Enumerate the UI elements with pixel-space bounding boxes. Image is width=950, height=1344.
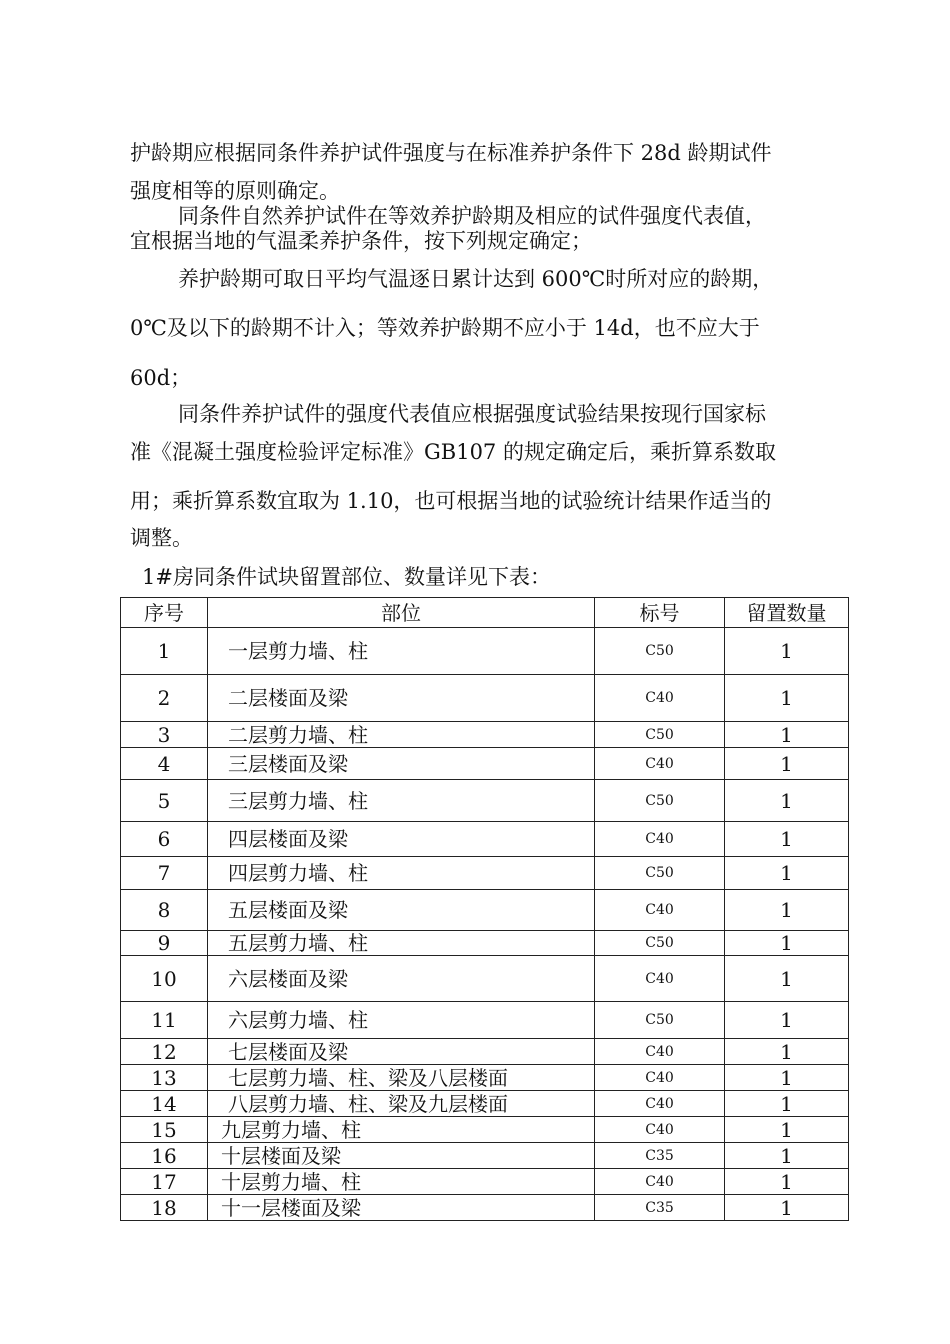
table-row	[121, 1143, 849, 1169]
cell-no: 3	[121, 722, 208, 748]
header-qty: 留置数量	[725, 598, 849, 628]
cell-qty: 1	[725, 1091, 849, 1117]
cell-part: 七层剪力墙、柱、梁及八层楼面	[208, 1065, 595, 1091]
cell-grade: C40	[595, 1091, 725, 1117]
cell-grade: C40	[595, 956, 725, 1002]
cell-grade: C50	[595, 1002, 725, 1039]
cell-part: 十一层楼面及梁	[208, 1195, 595, 1221]
cell-grade: C40	[595, 1039, 725, 1065]
cell-part: 七层楼面及梁	[208, 1039, 595, 1065]
cell-no: 6	[121, 822, 208, 857]
cell-part: 三层剪力墙、柱	[208, 780, 595, 822]
cell-no: 15	[121, 1117, 208, 1143]
cell-part: 四层剪力墙、柱	[208, 857, 595, 890]
paragraph-4-line-3: 用；乘折算系数宜取为 1.10，也可根据当地的试验统计结果作适当的	[130, 489, 772, 513]
cell-no: 13	[121, 1065, 208, 1091]
cell-grade: C40	[595, 1065, 725, 1091]
cell-part: 六层剪力墙、柱	[208, 1002, 595, 1039]
paragraph-3-line-2: 0℃及以下的龄期不计入；等效养护龄期不应小于 14d，也不应大于	[130, 316, 760, 340]
cell-qty: 1	[725, 1169, 849, 1195]
cell-grade: C40	[595, 675, 725, 722]
cell-grade: C50	[595, 780, 725, 822]
cell-no: 16	[121, 1143, 208, 1169]
cell-grade: C50	[595, 931, 725, 956]
paragraph-3-line-1: 养护龄期可取日平均气温逐日累计达到 600℃时所对应的龄期，	[178, 267, 774, 291]
cell-qty: 1	[725, 857, 849, 890]
header-grade: 标号	[595, 598, 725, 628]
cell-no: 11	[121, 1002, 208, 1039]
cell-no: 7	[121, 857, 208, 890]
cell-grade: C40	[595, 822, 725, 857]
cell-qty: 1	[725, 1002, 849, 1039]
cell-qty: 1	[725, 675, 849, 722]
cell-no: 1	[121, 628, 208, 675]
cell-qty: 1	[725, 931, 849, 956]
cell-no: 5	[121, 780, 208, 822]
paragraph-4-line-2: 准《混凝土强度检验评定标准》GB107 的规定确定后，乘折算系数取	[130, 440, 776, 464]
paragraph-1-line-2: 强度相等的原则确定。	[130, 179, 340, 203]
cell-no: 8	[121, 890, 208, 931]
table-row	[121, 1065, 849, 1091]
table-row	[121, 1169, 849, 1195]
table-row	[121, 675, 849, 722]
cell-no: 17	[121, 1169, 208, 1195]
table-row	[121, 780, 849, 822]
cell-qty: 1	[725, 748, 849, 780]
cell-part: 五层楼面及梁	[208, 890, 595, 931]
cell-part: 五层剪力墙、柱	[208, 931, 595, 956]
cell-no: 14	[121, 1091, 208, 1117]
cell-no: 2	[121, 675, 208, 722]
cell-grade: C40	[595, 748, 725, 780]
cell-qty: 1	[725, 1117, 849, 1143]
cell-part: 四层楼面及梁	[208, 822, 595, 857]
table-header-row	[121, 598, 849, 628]
paragraph-1-line-1: 护龄期应根据同条件养护试件强度与在标准养护条件下 28d 龄期试件	[130, 141, 772, 165]
cell-part: 九层剪力墙、柱	[208, 1117, 595, 1143]
paragraph-4-line-4: 调整。	[130, 526, 193, 550]
cell-no: 12	[121, 1039, 208, 1065]
cell-no: 4	[121, 748, 208, 780]
paragraph-4-line-1: 同条件养护试件的强度代表值应根据强度试验结果按现行国家标	[178, 402, 766, 426]
table-row	[121, 748, 849, 780]
cell-grade: C35	[595, 1195, 725, 1221]
cell-qty: 1	[725, 780, 849, 822]
paragraph-2-line-2: 宜根据当地的气温柔养护条件，按下列规定确定；	[130, 229, 592, 253]
cell-part: 二层剪力墙、柱	[208, 722, 595, 748]
paragraph-2-line-1: 同条件自然养护试件在等效养护龄期及相应的试件强度代表值，	[178, 204, 766, 228]
specimen-table	[120, 597, 849, 1221]
table-row	[121, 1117, 849, 1143]
table-row	[121, 956, 849, 1002]
table-row	[121, 822, 849, 857]
table-row	[121, 1091, 849, 1117]
cell-qty: 1	[725, 722, 849, 748]
table-row	[121, 931, 849, 956]
table-intro: 1#房同条件试块留置部位、数量详见下表：	[142, 565, 551, 589]
table-row	[121, 722, 849, 748]
cell-qty: 1	[725, 1195, 849, 1221]
table-row	[121, 1039, 849, 1065]
table-row	[121, 1002, 849, 1039]
cell-part: 十层楼面及梁	[208, 1143, 595, 1169]
cell-grade: C50	[595, 628, 725, 675]
cell-no: 9	[121, 931, 208, 956]
cell-qty: 1	[725, 1065, 849, 1091]
header-part: 部位	[208, 598, 595, 628]
paragraph-3-line-3: 60d；	[130, 366, 192, 390]
cell-part: 六层楼面及梁	[208, 956, 595, 1002]
cell-qty: 1	[725, 1039, 849, 1065]
table-row	[121, 1195, 849, 1221]
header-no: 序号	[121, 598, 208, 628]
cell-part: 一层剪力墙、柱	[208, 628, 595, 675]
cell-part: 八层剪力墙、柱、梁及九层楼面	[208, 1091, 595, 1117]
cell-part: 二层楼面及梁	[208, 675, 595, 722]
cell-grade: C40	[595, 1169, 725, 1195]
cell-no: 10	[121, 956, 208, 1002]
cell-qty: 1	[725, 822, 849, 857]
table-row	[121, 857, 849, 890]
cell-qty: 1	[725, 1143, 849, 1169]
cell-grade: C50	[595, 722, 725, 748]
cell-grade: C40	[595, 890, 725, 931]
cell-grade: C40	[595, 1117, 725, 1143]
table-row	[121, 628, 849, 675]
cell-qty: 1	[725, 890, 849, 931]
cell-qty: 1	[725, 628, 849, 675]
cell-grade: C50	[595, 857, 725, 890]
cell-qty: 1	[725, 956, 849, 1002]
table-row	[121, 890, 849, 931]
cell-part: 十层剪力墙、柱	[208, 1169, 595, 1195]
cell-grade: C35	[595, 1143, 725, 1169]
cell-no: 18	[121, 1195, 208, 1221]
cell-part: 三层楼面及梁	[208, 748, 595, 780]
